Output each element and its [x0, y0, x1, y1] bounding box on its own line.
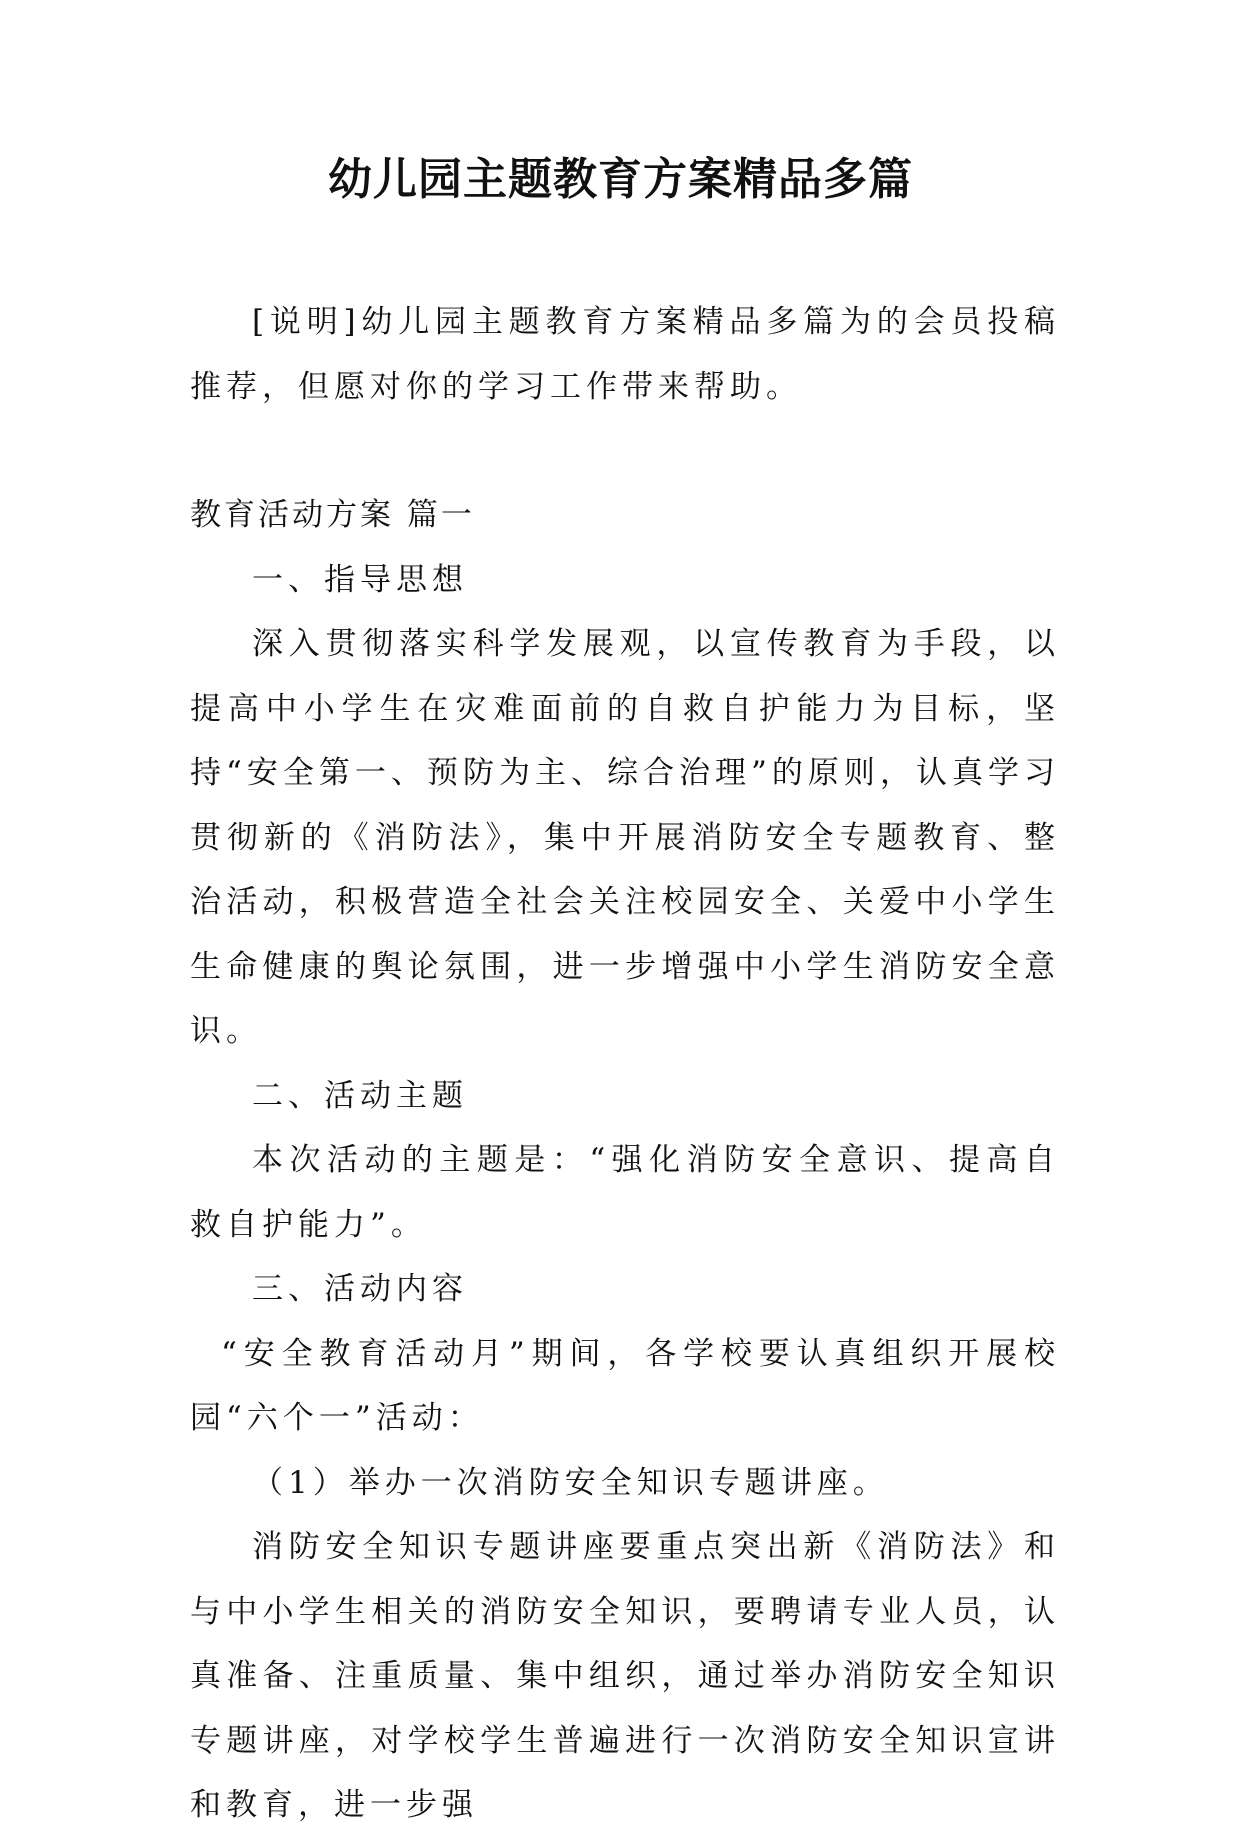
heading-activity-content: 三、活动内容	[252, 1271, 468, 1307]
heading-activity-theme: 二、活动主题	[252, 1077, 468, 1114]
section-label: 教育活动方案 篇一	[190, 497, 475, 533]
document-title: 幼儿园主题教育方案精品多篇	[328, 154, 913, 205]
list-item-lecture: （1）举办一次消防安全知识专题讲座。	[252, 1464, 889, 1501]
heading-guiding-ideology: 一、指导思想	[252, 561, 468, 598]
paragraph-activity-content: “安全教育活动月”期间，各学校要认真组织开展校园“六个一”活动：	[190, 1335, 1060, 1436]
paragraph-activity-theme: 本次活动的主题是：“强化消防安全意识、提高自救自护能力”。	[190, 1142, 1060, 1243]
spacer	[190, 419, 1060, 483]
document-body	[190, 290, 1060, 1838]
paragraph-lecture: 消防安全知识专题讲座要重点突出新《消防法》和与中小学生相关的消防安全知识，要聘请专业人员，认真准备、注重质量、集中组织，通过举办消防安全知识专题讲座，对学校学生普遍进行一次消防安全知识宣讲和教育，进一步强	[190, 1529, 1060, 1823]
paragraph-guiding-ideology: 深入贯彻落实科学发展观，以宣传教育为手段，以提高中小学生在灾难面前的自救自护能力为目标，坚持“安全第一、预防为主、综合治理”的原则，认真学习贯彻新的《消防法》，集中开展消防安全专题教育、整治活动，积极营造全社会关注校园安全、关爱中小学生生命健康的舆论氛围，进一步增强中小学生消防安全意识。	[190, 626, 1060, 1049]
intro-paragraph: [说明]幼儿园主题教育方案精品多篇为的会员投稿推荐，但愿对你的学习工作带来帮助。	[190, 304, 1060, 405]
